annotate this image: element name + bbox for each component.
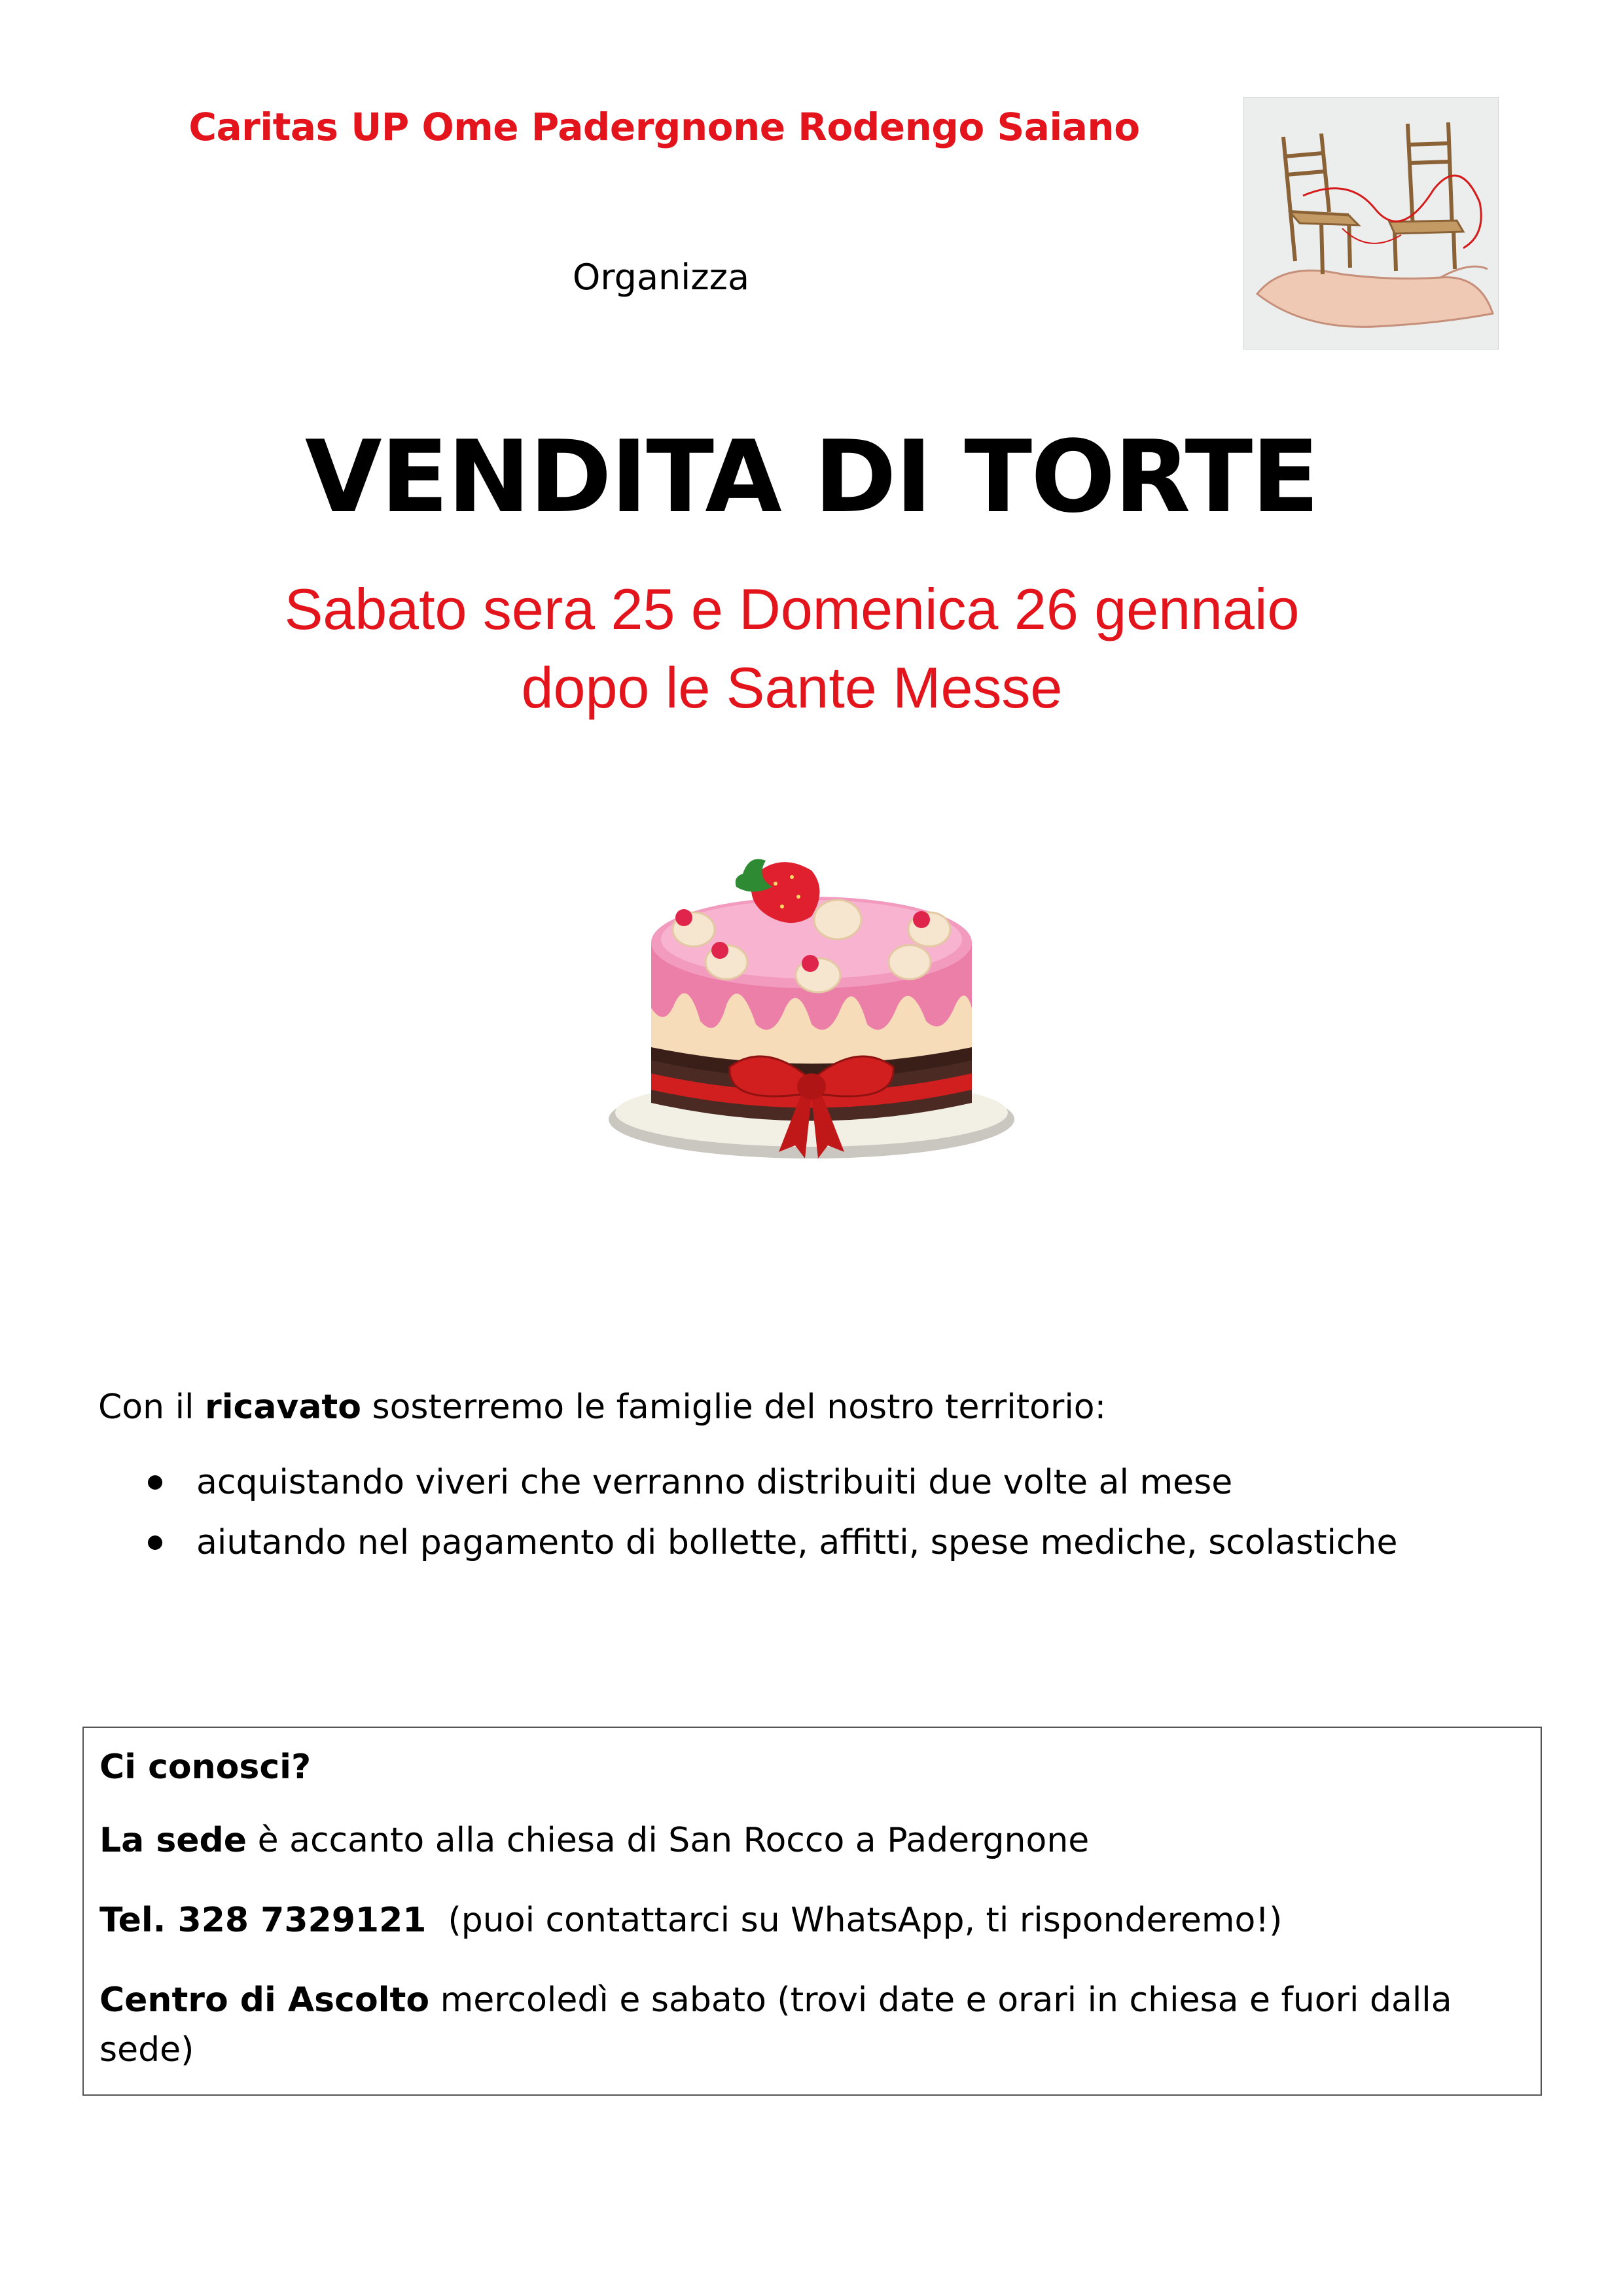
bullet-list <box>144 1460 1397 1580</box>
intro-text <box>98 1388 1106 1427</box>
event-date: Sabato sera 25 e Domenica 26 gennaio <box>284 577 1300 641</box>
sede-text: è accanto alla chiesa di San Rocco a Padergnone <box>247 1821 1090 1860</box>
contact-heading <box>99 1742 1525 1792</box>
contact-sede <box>99 1816 1525 1865</box>
bullet-icon <box>148 1475 162 1490</box>
intro-after: sosterremo le famiglie del nostro territorio: <box>361 1388 1107 1427</box>
cake-icon <box>602 844 1021 1211</box>
event-time: dopo le Sante Messe <box>521 655 1063 720</box>
bullet-text: aiutando nel pagamento di bollette, affitti, spese mediche, scolastiche <box>196 1523 1398 1562</box>
sede-label: La sede <box>99 1821 247 1860</box>
intro-before: Con il <box>98 1388 205 1427</box>
contact-tel <box>99 1895 1525 1945</box>
bullet-text: acquistando viveri che verranno distribuiti due volte al mese <box>196 1463 1233 1502</box>
bullet-icon <box>148 1535 162 1550</box>
contact-box <box>82 1727 1542 2096</box>
list-item <box>144 1520 1397 1580</box>
tel-text: (puoi contattarci su WhatsApp, ti risponderemo!) <box>426 1901 1283 1940</box>
organizes-label: Organizza <box>572 257 750 298</box>
list-item <box>144 1460 1397 1520</box>
chairs-hand-icon <box>1244 98 1498 349</box>
centro-label: Centro di Ascolto <box>99 1981 430 2020</box>
cake-image <box>602 844 1021 1211</box>
tel-label: Tel. 328 7329121 <box>99 1901 427 1940</box>
caritas-logo-image <box>1243 97 1499 350</box>
contact-centro <box>99 1975 1525 2075</box>
intro-bold: ricavato <box>205 1388 361 1427</box>
event-title: VENDITA DI TORTE <box>304 419 1319 535</box>
centro-text: mercoledì e sabato (trovi date e orari in chiesa e fuori dalla sede) <box>99 1981 1452 2070</box>
contact-heading-text: Ci conosci? <box>99 1748 312 1787</box>
organization-name: Caritas UP Ome Padergnone Rodengo Saiano <box>188 105 1140 149</box>
